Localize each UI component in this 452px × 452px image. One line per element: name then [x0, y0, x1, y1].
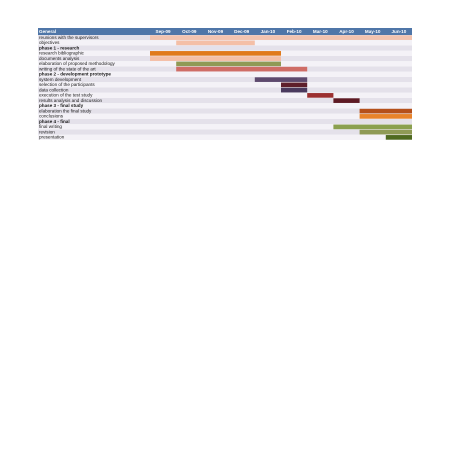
- row-stripe: [38, 103, 412, 108]
- header-label: General: [39, 29, 57, 34]
- task-label: final writing: [39, 124, 62, 130]
- phase-label: phase 2 - development prototype: [39, 71, 111, 77]
- row-stripe: [38, 119, 412, 124]
- task-bar: [255, 77, 307, 82]
- task-bar: [281, 88, 307, 93]
- task-label: revision: [39, 129, 55, 135]
- task-label: execution of the test study: [39, 92, 93, 98]
- task-bar: [386, 135, 412, 140]
- task-label: research bibliographic: [39, 50, 84, 56]
- task-label: elaboration the final study: [39, 108, 92, 114]
- month-label: May-10: [364, 29, 381, 34]
- phase-label: phase 4 - final: [39, 118, 70, 124]
- task-bar: [150, 56, 281, 61]
- task-bar: [333, 98, 359, 103]
- phase-label: phase 1 - research: [39, 45, 80, 51]
- task-label: system development: [39, 76, 82, 82]
- task-label: writing of the state of the art: [39, 66, 96, 72]
- row-stripe: [38, 46, 412, 51]
- task-label: presentation: [39, 134, 65, 140]
- month-label: Jan-10: [260, 29, 276, 34]
- month-label: Jun-10: [391, 29, 407, 34]
- task-label: conclusions: [39, 113, 64, 119]
- task-bar: [307, 93, 333, 98]
- task-bar: [360, 130, 412, 135]
- task-bar: [281, 83, 307, 88]
- task-bar: [150, 35, 412, 40]
- row-stripe: [38, 88, 412, 93]
- month-label: Oct-09: [182, 29, 197, 34]
- task-label: objectives: [39, 40, 60, 46]
- month-label: Mar-10: [312, 29, 328, 34]
- task-bar: [150, 51, 281, 56]
- month-label: Feb-10: [286, 29, 302, 34]
- task-label: reunions with the supervisors: [39, 34, 99, 40]
- task-bar: [360, 109, 412, 114]
- task-bar: [176, 41, 255, 46]
- month-label: Dec-09: [234, 29, 250, 34]
- task-bar: [333, 125, 412, 130]
- month-label: Nov-09: [207, 29, 224, 34]
- row-stripe: [38, 135, 412, 140]
- task-label: documents analysis: [39, 55, 80, 61]
- task-label: data collection: [39, 87, 69, 93]
- month-label: Sep-09: [155, 29, 171, 34]
- header-bar: [38, 28, 412, 35]
- task-label: elaboration of proposed methodology: [39, 61, 115, 67]
- phase-label: phase 3 - final study: [39, 103, 84, 109]
- row-stripe: [38, 130, 412, 135]
- task-label: selection of the participants: [39, 82, 95, 88]
- row-stripe: [38, 114, 412, 119]
- task-bar: [360, 114, 412, 119]
- month-label: Apr-10: [339, 29, 354, 34]
- task-bar: [176, 62, 281, 67]
- task-bar: [176, 67, 307, 72]
- task-label: results analysis and discussion: [39, 97, 103, 103]
- row-stripe: [38, 109, 412, 114]
